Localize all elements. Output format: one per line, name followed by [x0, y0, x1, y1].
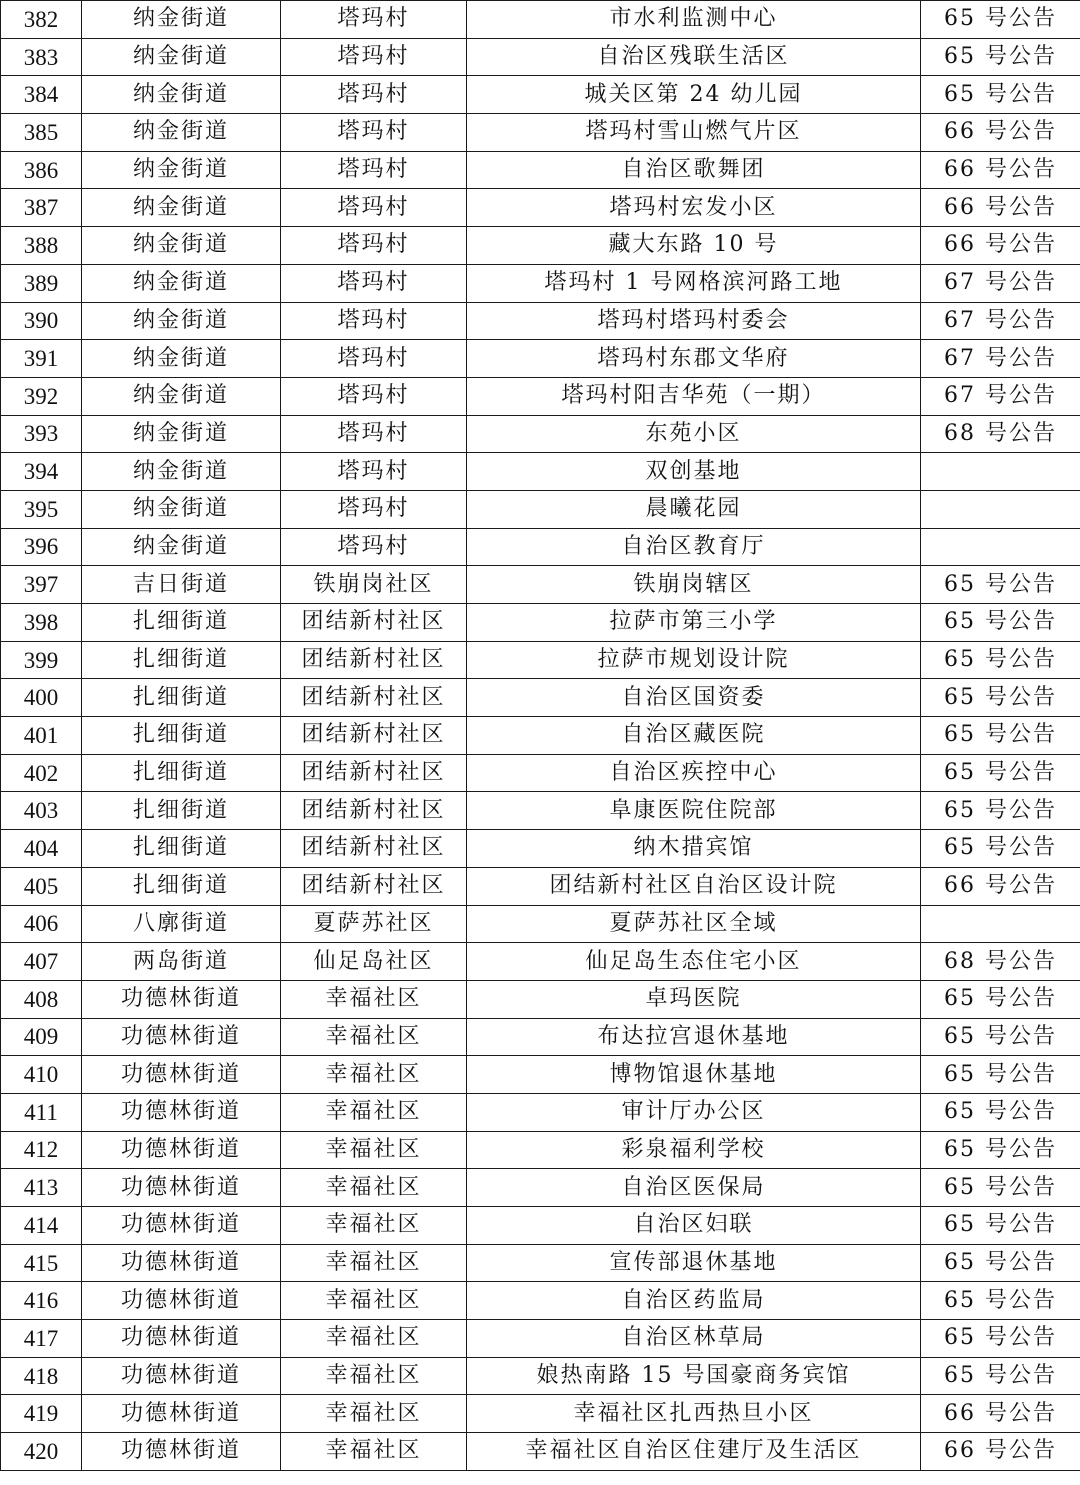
table-row	[1, 1018, 1080, 1056]
row-number-cell: 407	[1, 943, 82, 981]
location-cell: 夏萨苏社区全域	[467, 905, 921, 943]
notice-cell: 65 号公告	[921, 830, 1080, 868]
community-cell: 幸福社区	[281, 1433, 467, 1471]
row-number-cell: 413	[1, 1169, 82, 1207]
notice-cell: 67 号公告	[921, 264, 1080, 302]
location-cell: 拉萨市第三小学	[467, 604, 921, 642]
notice-cell	[921, 453, 1080, 491]
table-row	[1, 754, 1080, 792]
community-cell: 团结新村社区	[281, 717, 467, 755]
table-row	[1, 1207, 1080, 1245]
table-row	[1, 189, 1080, 227]
community-cell: 塔玛村	[281, 38, 467, 76]
notice-cell: 67 号公告	[921, 302, 1080, 340]
street-cell: 纳金街道	[82, 76, 281, 114]
table-row	[1, 1131, 1080, 1169]
community-cell: 塔玛村	[281, 189, 467, 227]
street-cell: 功德林街道	[82, 980, 281, 1018]
street-cell: 纳金街道	[82, 302, 281, 340]
row-number-cell: 404	[1, 830, 82, 868]
row-number-cell: 417	[1, 1320, 82, 1358]
row-number-cell: 402	[1, 754, 82, 792]
street-cell: 纳金街道	[82, 528, 281, 566]
street-cell: 两岛街道	[82, 943, 281, 981]
community-cell: 塔玛村	[281, 377, 467, 415]
community-cell: 团结新村社区	[281, 792, 467, 830]
notice-cell: 65 号公告	[921, 1282, 1080, 1320]
community-cell: 团结新村社区	[281, 604, 467, 642]
community-cell: 塔玛村	[281, 302, 467, 340]
street-cell: 八廓街道	[82, 905, 281, 943]
row-number-cell: 387	[1, 189, 82, 227]
row-number-cell: 412	[1, 1131, 82, 1169]
table-row	[1, 1056, 1080, 1094]
table-row	[1, 905, 1080, 943]
street-cell: 功德林街道	[82, 1395, 281, 1433]
table-row	[1, 114, 1080, 152]
location-cell: 自治区药监局	[467, 1282, 921, 1320]
row-number-cell: 415	[1, 1244, 82, 1282]
notice-cell: 65 号公告	[921, 754, 1080, 792]
location-cell: 自治区林草局	[467, 1320, 921, 1358]
table-row	[1, 264, 1080, 302]
table-row	[1, 76, 1080, 114]
street-cell: 纳金街道	[82, 189, 281, 227]
community-cell: 团结新村社区	[281, 830, 467, 868]
table-row	[1, 679, 1080, 717]
community-cell: 幸福社区	[281, 1131, 467, 1169]
community-cell: 幸福社区	[281, 1320, 467, 1358]
notice-cell: 66 号公告	[921, 114, 1080, 152]
row-number-cell: 403	[1, 792, 82, 830]
street-cell: 扎细街道	[82, 717, 281, 755]
street-cell: 功德林街道	[82, 1056, 281, 1094]
table-row	[1, 340, 1080, 378]
table-row	[1, 1395, 1080, 1433]
notice-cell: 65 号公告	[921, 1207, 1080, 1245]
row-number-cell: 385	[1, 114, 82, 152]
street-cell: 功德林街道	[82, 1282, 281, 1320]
row-number-cell: 389	[1, 264, 82, 302]
table-row	[1, 717, 1080, 755]
street-cell: 纳金街道	[82, 415, 281, 453]
row-number-cell: 384	[1, 76, 82, 114]
row-number-cell: 397	[1, 566, 82, 604]
row-number-cell: 418	[1, 1357, 82, 1395]
street-cell: 扎细街道	[82, 754, 281, 792]
location-cell: 阜康医院住院部	[467, 792, 921, 830]
notice-cell	[921, 490, 1080, 528]
notice-cell: 65 号公告	[921, 980, 1080, 1018]
notice-cell: 65 号公告	[921, 1018, 1080, 1056]
community-cell: 仙足岛社区	[281, 943, 467, 981]
row-number-cell: 390	[1, 302, 82, 340]
location-cell: 双创基地	[467, 453, 921, 491]
street-cell: 纳金街道	[82, 227, 281, 265]
table-row	[1, 377, 1080, 415]
location-cell: 仙足岛生态住宅小区	[467, 943, 921, 981]
table-row	[1, 490, 1080, 528]
street-cell: 纳金街道	[82, 1, 281, 39]
street-cell: 纳金街道	[82, 38, 281, 76]
street-cell: 扎细街道	[82, 641, 281, 679]
row-number-cell: 383	[1, 38, 82, 76]
street-cell: 功德林街道	[82, 1018, 281, 1056]
location-cell: 拉萨市规划设计院	[467, 641, 921, 679]
row-number-cell: 408	[1, 980, 82, 1018]
row-number-cell: 411	[1, 1093, 82, 1131]
notice-cell: 66 号公告	[921, 1395, 1080, 1433]
street-cell: 吉日街道	[82, 566, 281, 604]
row-number-cell: 386	[1, 151, 82, 189]
row-number-cell: 401	[1, 717, 82, 755]
table-row	[1, 151, 1080, 189]
notice-cell: 65 号公告	[921, 38, 1080, 76]
location-cell: 幸福社区自治区住建厅及生活区	[467, 1433, 921, 1471]
street-cell: 纳金街道	[82, 377, 281, 415]
table-row	[1, 1433, 1080, 1471]
notice-cell: 65 号公告	[921, 717, 1080, 755]
community-cell: 幸福社区	[281, 1093, 467, 1131]
location-cell: 团结新村社区自治区设计院	[467, 867, 921, 905]
community-cell: 塔玛村	[281, 264, 467, 302]
notice-cell: 66 号公告	[921, 151, 1080, 189]
notice-cell: 67 号公告	[921, 377, 1080, 415]
table-row	[1, 1244, 1080, 1282]
row-number-cell: 395	[1, 490, 82, 528]
notice-cell: 65 号公告	[921, 604, 1080, 642]
street-cell: 扎细街道	[82, 604, 281, 642]
notice-cell: 66 号公告	[921, 227, 1080, 265]
location-cell: 自治区歌舞团	[467, 151, 921, 189]
location-cell: 纳木措宾馆	[467, 830, 921, 868]
table-row	[1, 1282, 1080, 1320]
location-cell: 塔玛村塔玛村委会	[467, 302, 921, 340]
community-cell: 团结新村社区	[281, 754, 467, 792]
row-number-cell: 396	[1, 528, 82, 566]
table-row	[1, 227, 1080, 265]
community-cell: 团结新村社区	[281, 679, 467, 717]
location-cell: 幸福社区扎西热旦小区	[467, 1395, 921, 1433]
street-cell: 纳金街道	[82, 264, 281, 302]
notice-cell: 67 号公告	[921, 340, 1080, 378]
table-row	[1, 566, 1080, 604]
table-row	[1, 528, 1080, 566]
community-cell: 塔玛村	[281, 415, 467, 453]
location-cell: 彩泉福利学校	[467, 1131, 921, 1169]
location-cell: 自治区藏医院	[467, 717, 921, 755]
notice-cell: 65 号公告	[921, 1244, 1080, 1282]
community-cell: 塔玛村	[281, 1, 467, 39]
table-body	[1, 1, 1080, 1471]
street-cell: 功德林街道	[82, 1093, 281, 1131]
community-cell: 幸福社区	[281, 1395, 467, 1433]
community-cell: 塔玛村	[281, 490, 467, 528]
table-row	[1, 980, 1080, 1018]
table-row	[1, 453, 1080, 491]
street-cell: 功德林街道	[82, 1169, 281, 1207]
row-number-cell: 414	[1, 1207, 82, 1245]
row-number-cell: 406	[1, 905, 82, 943]
table-row	[1, 604, 1080, 642]
row-number-cell: 392	[1, 377, 82, 415]
community-cell: 幸福社区	[281, 1282, 467, 1320]
notice-cell: 65 号公告	[921, 1169, 1080, 1207]
location-cell: 审计厅办公区	[467, 1093, 921, 1131]
community-cell: 幸福社区	[281, 1056, 467, 1094]
location-cell: 自治区国资委	[467, 679, 921, 717]
row-number-cell: 400	[1, 679, 82, 717]
notice-cell: 66 号公告	[921, 189, 1080, 227]
street-cell: 扎细街道	[82, 792, 281, 830]
notice-cell: 65 号公告	[921, 1056, 1080, 1094]
community-cell: 塔玛村	[281, 151, 467, 189]
table-row	[1, 943, 1080, 981]
location-cell: 宣传部退休基地	[467, 1244, 921, 1282]
location-cell: 晨曦花园	[467, 490, 921, 528]
table-row	[1, 1320, 1080, 1358]
location-cell: 博物馆退休基地	[467, 1056, 921, 1094]
location-cell: 铁崩岗辖区	[467, 566, 921, 604]
notice-cell: 65 号公告	[921, 1131, 1080, 1169]
row-number-cell: 409	[1, 1018, 82, 1056]
location-cell: 卓玛医院	[467, 980, 921, 1018]
notice-cell: 65 号公告	[921, 1, 1080, 39]
notice-cell: 65 号公告	[921, 792, 1080, 830]
location-cell: 布达拉宫退休基地	[467, 1018, 921, 1056]
location-cell: 塔玛村阳吉华苑（一期）	[467, 377, 921, 415]
location-cell: 塔玛村 1 号网格滨河路工地	[467, 264, 921, 302]
location-cell: 藏大东路 10 号	[467, 227, 921, 265]
street-cell: 纳金街道	[82, 490, 281, 528]
street-cell: 功德林街道	[82, 1244, 281, 1282]
community-cell: 塔玛村	[281, 76, 467, 114]
notice-cell: 65 号公告	[921, 76, 1080, 114]
community-cell: 团结新村社区	[281, 641, 467, 679]
row-number-cell: 393	[1, 415, 82, 453]
notice-cell	[921, 528, 1080, 566]
notice-cell: 68 号公告	[921, 415, 1080, 453]
notice-cell: 65 号公告	[921, 679, 1080, 717]
street-cell: 功德林街道	[82, 1433, 281, 1471]
row-number-cell: 420	[1, 1433, 82, 1471]
table-row	[1, 1357, 1080, 1395]
table-row	[1, 1169, 1080, 1207]
location-cell: 娘热南路 15 号国豪商务宾馆	[467, 1357, 921, 1395]
location-cell: 自治区教育厅	[467, 528, 921, 566]
street-cell: 扎细街道	[82, 867, 281, 905]
street-cell: 功德林街道	[82, 1357, 281, 1395]
street-cell: 纳金街道	[82, 453, 281, 491]
table-row	[1, 830, 1080, 868]
notice-cell: 65 号公告	[921, 1357, 1080, 1395]
community-cell: 塔玛村	[281, 453, 467, 491]
table-row	[1, 1093, 1080, 1131]
notice-cell: 68 号公告	[921, 943, 1080, 981]
notice-cell: 66 号公告	[921, 1433, 1080, 1471]
table-row	[1, 641, 1080, 679]
location-cell: 塔玛村雪山燃气片区	[467, 114, 921, 152]
street-cell: 功德林街道	[82, 1320, 281, 1358]
row-number-cell: 398	[1, 604, 82, 642]
row-number-cell: 416	[1, 1282, 82, 1320]
location-cell: 塔玛村宏发小区	[467, 189, 921, 227]
location-cell: 东苑小区	[467, 415, 921, 453]
row-number-cell: 391	[1, 340, 82, 378]
street-cell: 纳金街道	[82, 340, 281, 378]
notice-cell: 65 号公告	[921, 1093, 1080, 1131]
row-number-cell: 410	[1, 1056, 82, 1094]
community-cell: 塔玛村	[281, 114, 467, 152]
table-row	[1, 38, 1080, 76]
table-row	[1, 867, 1080, 905]
street-cell: 扎细街道	[82, 830, 281, 868]
table-row	[1, 415, 1080, 453]
location-cell: 城关区第 24 幼儿园	[467, 76, 921, 114]
community-cell: 幸福社区	[281, 1207, 467, 1245]
location-cell: 自治区医保局	[467, 1169, 921, 1207]
notice-cell	[921, 905, 1080, 943]
row-number-cell: 419	[1, 1395, 82, 1433]
community-cell: 夏萨苏社区	[281, 905, 467, 943]
table-row	[1, 1, 1080, 39]
community-cell: 塔玛村	[281, 528, 467, 566]
community-cell: 幸福社区	[281, 1169, 467, 1207]
notice-cell: 65 号公告	[921, 1320, 1080, 1358]
location-cell: 自治区残联生活区	[467, 38, 921, 76]
community-cell: 幸福社区	[281, 1244, 467, 1282]
community-cell: 幸福社区	[281, 1357, 467, 1395]
community-cell: 幸福社区	[281, 980, 467, 1018]
location-cell: 塔玛村东郡文华府	[467, 340, 921, 378]
community-cell: 塔玛村	[281, 340, 467, 378]
table-row	[1, 792, 1080, 830]
street-cell: 功德林街道	[82, 1131, 281, 1169]
street-cell: 功德林街道	[82, 1207, 281, 1245]
street-cell: 纳金街道	[82, 151, 281, 189]
row-number-cell: 405	[1, 867, 82, 905]
location-cell: 市水利监测中心	[467, 1, 921, 39]
notice-cell: 65 号公告	[921, 641, 1080, 679]
community-cell: 塔玛村	[281, 227, 467, 265]
street-cell: 扎细街道	[82, 679, 281, 717]
row-number-cell: 399	[1, 641, 82, 679]
row-number-cell: 382	[1, 1, 82, 39]
street-cell: 纳金街道	[82, 114, 281, 152]
notice-cell: 66 号公告	[921, 867, 1080, 905]
notice-cell: 65 号公告	[921, 566, 1080, 604]
location-cell: 自治区疾控中心	[467, 754, 921, 792]
community-cell: 幸福社区	[281, 1018, 467, 1056]
location-cell: 自治区妇联	[467, 1207, 921, 1245]
row-number-cell: 394	[1, 453, 82, 491]
table-row	[1, 302, 1080, 340]
community-cell: 铁崩岗社区	[281, 566, 467, 604]
row-number-cell: 388	[1, 227, 82, 265]
community-cell: 团结新村社区	[281, 867, 467, 905]
